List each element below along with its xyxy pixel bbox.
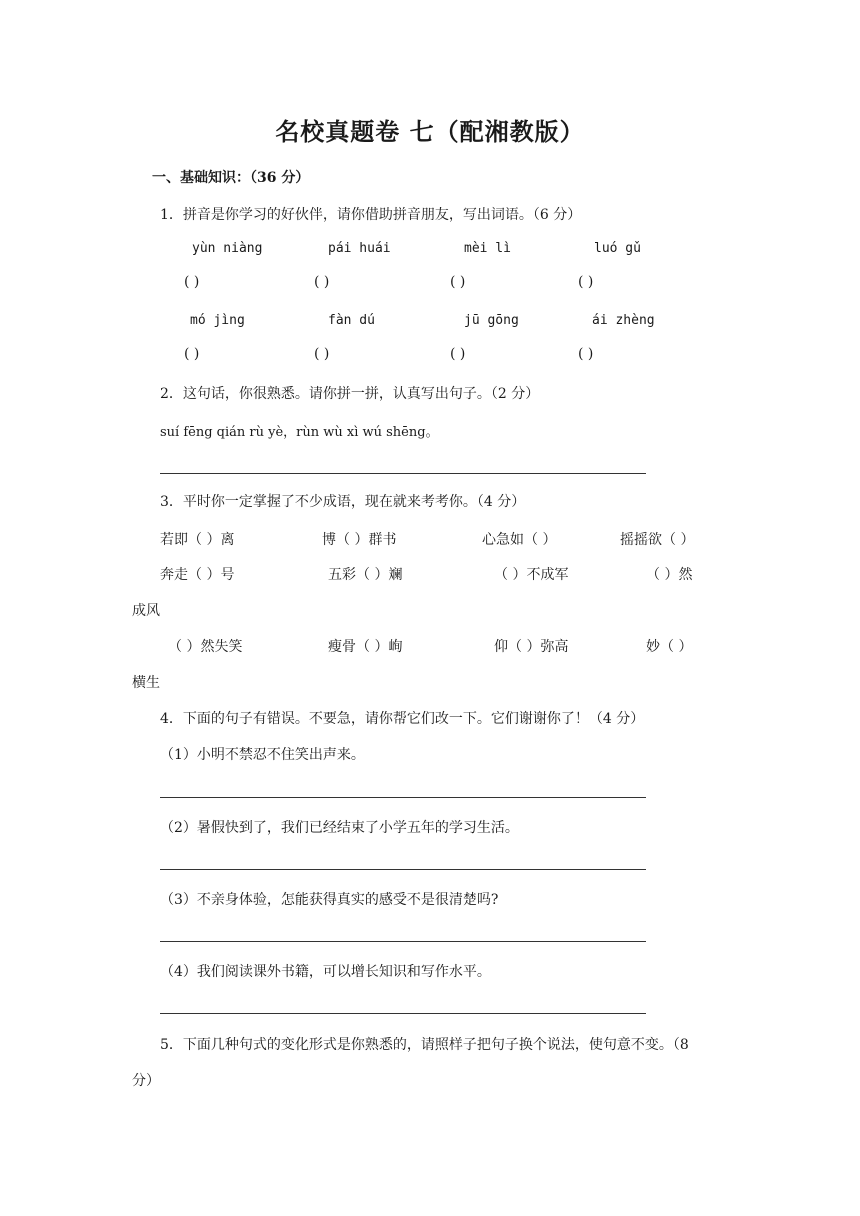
answer-blank[interactable]: ( ) (578, 274, 594, 290)
page-title: 名校真题卷 七（配湘教版） (275, 117, 585, 146)
idiom-blank[interactable]: 心急如（ ） (482, 532, 557, 548)
question-4-prompt: 4．下面的句子有错误。不要急，请你帮它们改一下。它们谢谢你了！（4 分） (160, 711, 645, 727)
answer-line[interactable] (160, 941, 646, 942)
pinyin-5: mó jìng (190, 313, 245, 328)
idiom-blank[interactable]: 奔走（ ）号 (160, 567, 235, 583)
sentence-item: （1）小明不禁忍不住笑出声来。 (160, 747, 365, 763)
answer-line[interactable] (160, 1013, 646, 1014)
answer-line[interactable] (160, 797, 646, 798)
answer-blank[interactable]: ( ) (578, 346, 594, 362)
pinyin-8: ái zhèng (592, 313, 655, 328)
answer-blank[interactable]: ( ) (450, 274, 466, 290)
pinyin-3: mèi lì (464, 241, 511, 256)
pinyin-7: jū gōng (464, 313, 519, 328)
idiom-continuation: 横生 (132, 675, 160, 691)
idiom-blank[interactable]: 五彩（ ）斓 (328, 567, 403, 583)
question-5-continuation: 分） (132, 1073, 160, 1089)
pinyin-6: fàn dú (328, 313, 375, 328)
sentence-item: （3）不亲身体验，怎能获得真实的感受不是很清楚吗? (160, 892, 499, 908)
idiom-blank[interactable]: 妙（ ） (646, 639, 693, 655)
answer-blank[interactable]: ( ) (184, 346, 200, 362)
idiom-blank[interactable]: 仰（ ）弥高 (494, 639, 569, 655)
question-3-prompt: 3．平时你一定掌握了不少成语，现在就来考考你。（4 分） (160, 494, 526, 510)
question-1-prompt: 1．拼音是你学习的好伙伴，请你借助拼音朋友，写出词语。（6 分） (160, 207, 582, 223)
idiom-blank[interactable]: 若即（ ）离 (160, 532, 235, 548)
question-5-prompt: 5．下面几种句式的变化形式是你熟悉的，请照样子把句子换个说法，使句意不变。（8 (160, 1037, 689, 1053)
answer-blank[interactable]: ( ) (450, 346, 466, 362)
answer-blank[interactable]: ( ) (184, 274, 200, 290)
question-2-prompt: 2．这句话，你很熟悉。请你拼一拼，认真写出句子。（2 分） (160, 386, 540, 402)
pinyin-2: pái huái (328, 241, 391, 256)
question-2-pinyin: suí fēng qián rù yè，rùn wù xì wú shēng。 (160, 425, 439, 440)
sentence-item: （4）我们阅读课外书籍，可以增长知识和写作水平。 (160, 964, 491, 980)
answer-blank[interactable]: ( ) (314, 346, 330, 362)
idiom-blank[interactable]: 瘦骨（ ）峋 (328, 639, 403, 655)
section-heading: 一、基础知识：（36 分） (152, 170, 310, 186)
idiom-blank[interactable]: 博（ ）群书 (322, 532, 397, 548)
idiom-blank[interactable]: 摇摇欲（ ） (620, 532, 695, 548)
pinyin-4: luó gǔ (594, 241, 641, 256)
answer-blank[interactable]: ( ) (314, 274, 330, 290)
idiom-blank[interactable]: （ ）不成军 (494, 567, 569, 583)
sentence-item: （2）暑假快到了，我们已经结束了小学五年的学习生活。 (160, 820, 519, 836)
answer-line[interactable] (160, 869, 646, 870)
idiom-blank[interactable]: （ ）然失笑 (168, 639, 243, 655)
idiom-blank[interactable]: （ ）然 (646, 567, 693, 583)
answer-line[interactable] (160, 473, 646, 474)
idiom-continuation: 成风 (132, 603, 160, 619)
pinyin-1: yùn niàng (192, 241, 263, 256)
